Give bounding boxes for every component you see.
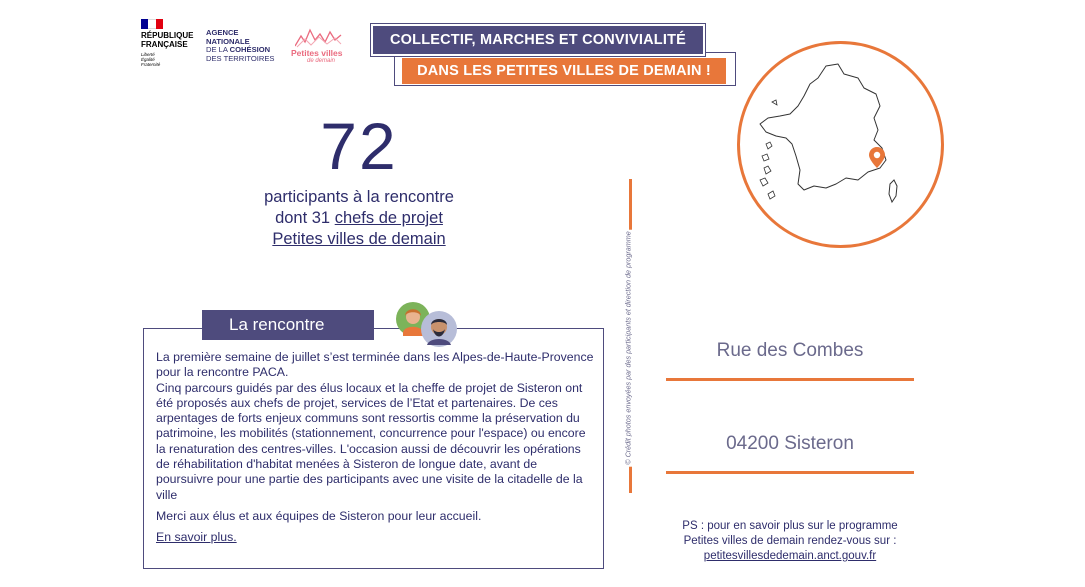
banner-title-line2: DANS LES PETITES VILLES DE DEMAIN !	[402, 58, 726, 84]
stat-line2-prefix: dont 31	[275, 209, 335, 227]
address-street-underline	[666, 378, 914, 381]
french-flag-icon	[141, 19, 163, 29]
ps-note	[645, 519, 935, 564]
rooftops-icon	[295, 26, 343, 48]
map-circle	[737, 41, 944, 248]
paragraph-intro: La première semaine de juillet s’est terminée dans les Alpes-de-Haute-Provence pour la rencontre PACA.	[156, 350, 594, 380]
en-savoir-plus-link[interactable]: En savoir plus.	[156, 530, 237, 545]
address-street: Rue des Combes	[716, 340, 864, 361]
petites-villes-logo	[289, 18, 349, 72]
address-city: 04200 Sisteron	[726, 433, 854, 454]
paragraph-parcours: Cinq parcours guidés par des élus locaux et la cheffe de projet de Sisteron ont été proposés aux chefs de projet, services de l’Etat et partenaires. De ces arpentages de forts enjeux communs sont ressortis comme la préservation du patrimoine, les mobilités (stationnement, concurrence pour l'espace) ou encore la renaturation des centres-villes. L'occasion aussi de découvrir les opérations de réhabilitation d'habitat menées à Sisteron de longue date, avant de poursuivre pour une partie des participants avec une visite de la citadelle de la ville	[156, 380, 586, 502]
photo-credit	[623, 209, 633, 487]
banner-title-line1: COLLECTIF, MARCHES ET CONVIVIALITÉ	[371, 24, 705, 56]
stat-description	[219, 187, 499, 250]
paragraph-merci: Merci aux élus et aux équipes de Sisteron pour leur accueil.	[156, 508, 482, 523]
ps-line2: Petites villes de demain rendez-vous sur :	[683, 535, 897, 547]
pvd-subtitle: de demain	[307, 58, 336, 64]
anct-line2: NATIONALE	[206, 36, 250, 46]
people-avatars-icon	[393, 299, 459, 349]
anct-line4: DES TERRITOIRES	[206, 53, 275, 63]
republique-name: RÉPUBLIQUE FRANÇAISE	[141, 31, 194, 49]
pvd-website-link[interactable]: petitesvillesdedemain.anct.gouv.fr	[703, 550, 877, 562]
anct-logo	[206, 29, 286, 63]
address-city-underline	[666, 471, 914, 474]
france-map-icon	[740, 44, 941, 245]
republique-francaise-logo	[141, 19, 201, 67]
petites-villes-link[interactable]: Petites villes de demain	[272, 230, 446, 248]
anct-line1: AGENCE	[206, 28, 239, 37]
section-title: La rencontre	[202, 310, 374, 340]
participants-count: 72	[320, 109, 398, 183]
anct-line3-bold: COHÉSION	[229, 45, 271, 54]
republique-motto: Liberté Égalité Fraternité	[141, 52, 161, 67]
photo-credit-text: © Crédit photos envoyées par des participants et direction de programme	[623, 231, 633, 465]
stat-line1: participants à la rencontre	[264, 188, 454, 206]
ps-line1: PS : pour en savoir plus sur le programme	[682, 520, 898, 532]
anct-line3-prefix: DE LA	[206, 45, 230, 54]
section-body	[156, 350, 596, 552]
pvd-title: Petites villes	[291, 48, 343, 58]
chefs-de-projet-link[interactable]: chefs de projet	[334, 209, 443, 227]
